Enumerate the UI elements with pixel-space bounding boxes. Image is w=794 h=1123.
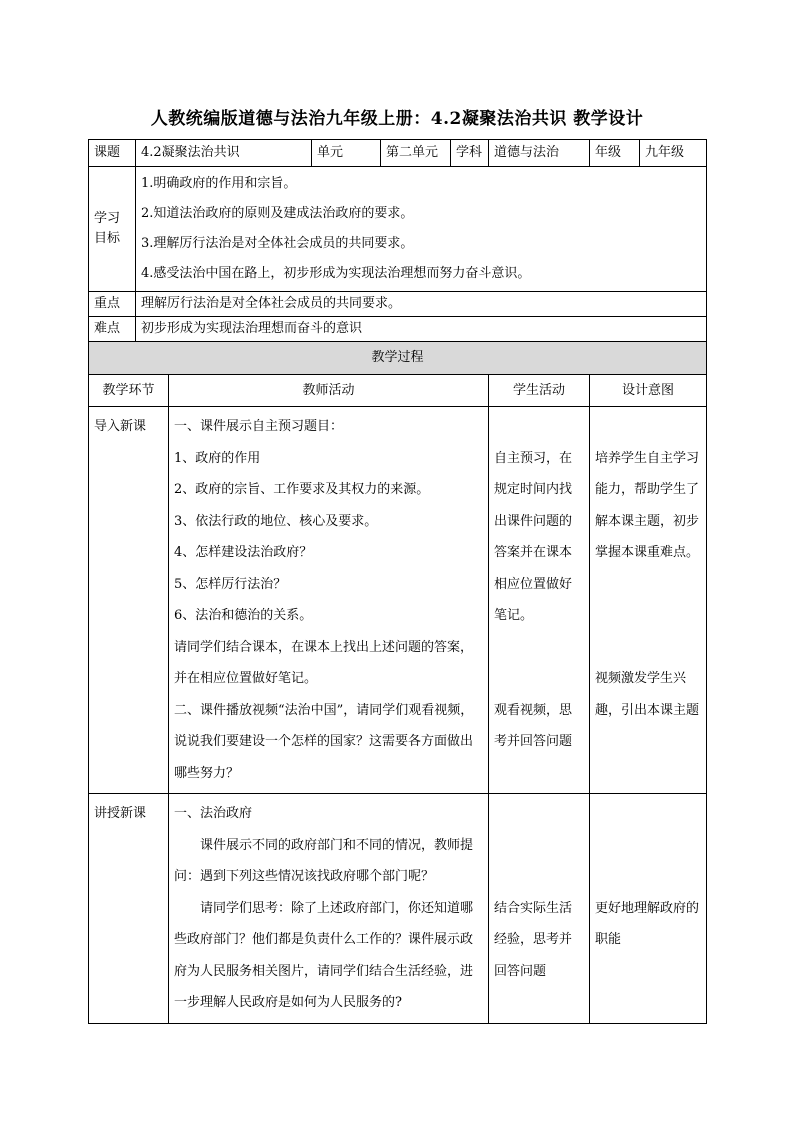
goal-item: 3.理解厉行法治是对全体社会成员的共同要求。	[141, 236, 414, 251]
difficulty-value: 初步形成为实现法治理想而奋斗的意识	[136, 317, 707, 342]
topic-label: 课题	[89, 140, 136, 167]
intro-student-activity	[489, 407, 590, 794]
lecture-paragraph: 课件展示不同的政府部门和不同的情况，教师提问：遇到下列这些情况该找政府哪个部门呢？	[174, 837, 474, 884]
intro-question: 4、怎样建设法治政府？	[174, 545, 313, 560]
intro-purpose-text: 视频激发学生兴趣，引出本课主题	[595, 671, 700, 718]
process-header-row	[89, 342, 707, 375]
lecture-student-activity	[489, 794, 590, 1024]
key-point-label: 重点	[89, 292, 136, 317]
grade-value: 九年级	[640, 140, 707, 167]
intro-teacher-activity	[169, 407, 489, 794]
intro-question: 5、怎样厉行法治？	[174, 576, 287, 592]
column-header-purpose: 设计意图	[590, 375, 707, 407]
goal-item: 2.知道法治政府的原则及建成法治政府的要求。	[141, 206, 414, 221]
intro-instruction: 请同学们结合课本，在课本上找出上述问题的答案，并在相应位置做好笔记。	[174, 639, 474, 686]
topic-value: 4.2凝聚法治共识	[136, 140, 312, 167]
goal-item: 1.明确政府的作用和宗旨。	[141, 176, 297, 191]
intro-student-text: 自主预习，在规定时间内找出课件问题的答案并在课本相应位置做好笔记。	[494, 450, 573, 623]
goals-label: 学习 目标	[89, 167, 136, 292]
lecture-row	[89, 794, 707, 1024]
intro-video-step: 二、课件播放视频“法治中国”，请同学们观看视频，说说我们要建设一个怎样的国家？这需要各方面做出哪些努力？	[174, 702, 474, 781]
unit-label: 单元	[312, 140, 381, 167]
intro-purpose-text: 培养学生自主学习能力，帮助学生了解本课主题，初步掌握本课重难点。	[595, 450, 700, 560]
lecture-purpose	[590, 794, 707, 1024]
stage-intro: 导入新课	[94, 419, 147, 434]
goals-row	[89, 167, 707, 292]
column-header-student: 学生活动	[489, 375, 590, 407]
intro-row	[89, 407, 707, 794]
key-point-row	[89, 292, 707, 317]
column-header-stage: 教学环节	[89, 375, 169, 407]
intro-question: 6、法治和德治的关系。	[174, 608, 313, 623]
intro-student-text: 观看视频，思考并回答问题	[494, 702, 573, 749]
lecture-student-text: 结合实际生活经验，思考并回答问题	[494, 900, 573, 979]
lecture-purpose-text: 更好地理解政府的职能	[595, 900, 700, 947]
difficulty-label: 难点	[89, 317, 136, 342]
subject-value: 道德与法治	[489, 140, 590, 167]
document-title: 人教统编版道德与法治九年级上册：4.2凝聚法治共识 教学设计	[150, 109, 644, 129]
intro-question: 3、依法行政的地位、核心及要求。	[174, 513, 378, 529]
goal-item: 4.感受法治中国在路上，初步形成为实现法治理想而努力奋斗意识。	[141, 266, 531, 281]
goals-list	[136, 167, 707, 292]
info-row	[89, 140, 707, 167]
intro-purpose	[590, 407, 707, 794]
unit-value: 第二单元	[381, 140, 451, 167]
lecture-teacher-activity	[169, 794, 489, 1024]
difficulty-row	[89, 317, 707, 342]
key-point-value: 理解厉行法治是对全体社会成员的共同要求。	[136, 292, 707, 317]
stage-lecture: 讲授新课	[94, 806, 147, 821]
intro-question: 1、政府的作用	[174, 450, 261, 466]
lecture-paragraph: 请同学们思考：除了上述政府部门，你还知道哪些政府部门？他们都是负责什么工作的？课件展示政府为人民服务相关图片，请同学们结合生活经验，进一步理解人民政府是如何为人民服务的?	[174, 900, 474, 1010]
intro-step: 一、课件展示自主预习题目：	[174, 419, 344, 434]
process-header: 教学过程	[89, 342, 707, 375]
intro-question: 2、政府的宗旨、工作要求及其权力的来源。	[174, 482, 430, 497]
lesson-plan-table	[88, 139, 707, 1024]
grade-label: 年级	[590, 140, 640, 167]
subject-label: 学科	[451, 140, 489, 167]
column-header-row	[89, 375, 707, 407]
lecture-heading: 一、法治政府	[174, 806, 253, 821]
column-header-teacher: 教师活动	[169, 375, 489, 407]
